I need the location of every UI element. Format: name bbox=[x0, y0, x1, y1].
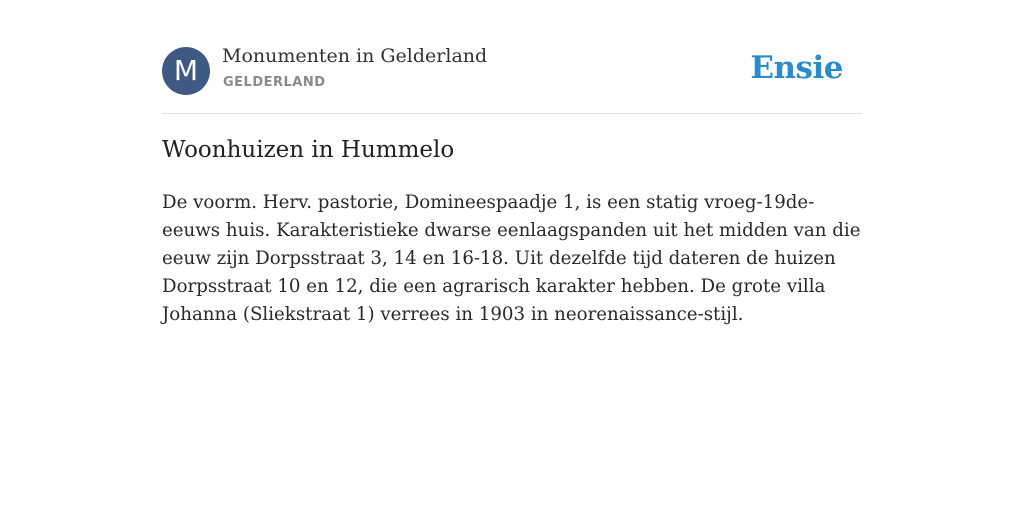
source-subtitle: GELDERLAND bbox=[223, 75, 326, 90]
article-title: Woonhuizen in Hummelo bbox=[162, 137, 455, 163]
source-title[interactable]: Monumenten in Gelderland bbox=[222, 45, 488, 67]
entry-header bbox=[162, 0, 862, 114]
article-body: De voorm. Herv. pastorie, Domineespaadje 1, is een statig vroeg-19de-eeuws huis. Karakteristieke dwarse eenlaagspanden uit het midden van die eeuw zijn Dorpsstraat 3, 14 en 16-18. Uit dezelfde tijd dateren de huizen Dorpsstraat 10 en 12, die een agrarisch karakter hebben. De grote villa Johanna (Sliekstraat 1) verrees in 1903 in neorenaissance-stijl. bbox=[162, 192, 861, 325]
source-avatar[interactable]: M bbox=[162, 47, 210, 95]
ensie-logo[interactable]: Ensie bbox=[750, 50, 843, 86]
entry-card bbox=[162, 0, 862, 325]
